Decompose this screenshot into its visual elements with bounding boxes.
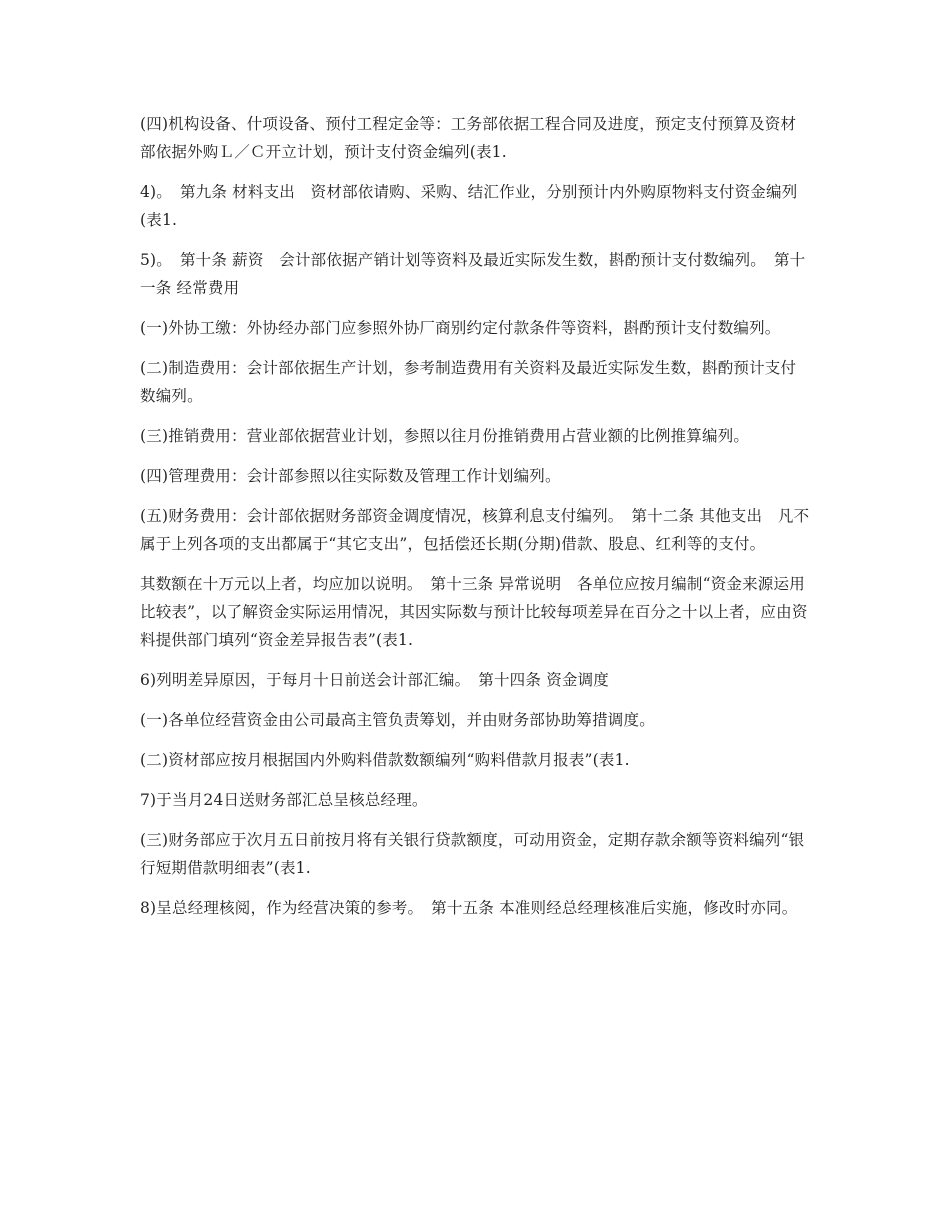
paragraph-1: (四)机构设备、什项设备、预付工程定金等：工务部依据工程合同及进度，预定支付预算及资材部依据外购Ｌ／Ｃ开立计划，预计支付资金编列(表1. [140, 115, 797, 161]
paragraph-13: 7)于当月24日送财务部汇总呈核总经理。 [140, 791, 428, 809]
paragraph-3: 5)。 第十条 薪资 会计部依据产销计划等资料及最近实际发生数，斟酌预计支付数编列。 第十一条 经常费用 [140, 251, 806, 297]
paragraph-12: (二)资材部应按月根据国内外购料借款数额编列“购料借款月报表”(表1. [140, 751, 630, 769]
document-page [140, 110, 810, 934]
paragraph-11: (一)各单位经营资金由公司最高主管负责筹划，并由财务部协助筹措调度。 [140, 711, 655, 729]
paragraph-6: (三)推销费用：营业部依据营业计划，参照以往月份推销费用占营业额的比例推算编列。 [140, 427, 750, 445]
paragraph-9: 其数额在十万元以上者，均应加以说明。 第十三条 异常说明 各单位应按月编制“资金来源运用比较表”，以了解资金实际运用情况，其因实际数与预计比较每项差异在百分之十以上者，应由资料提供部门填列“资金差异报告表”(表1. [140, 575, 808, 649]
paragraph-10: 6)列明差异原因，于每月十日前送会计部汇编。 第十四条 资金调度 [140, 671, 609, 689]
paragraph-2: 4)。 第九条 材料支出 资材部依请购、采购、结汇作业，分别预计内外购原物料支付资金编列(表1. [140, 183, 798, 229]
paragraph-14: (三)财务部应于次月五日前按月将有关银行贷款额度，可动用资金，定期存款余额等资料编列“银行短期借款明细表”(表1. [140, 831, 805, 877]
paragraph-7: (四)管理费用：会计部参照以往实际数及管理工作计划编列。 [140, 467, 561, 485]
paragraph-4: (一)外协工缴：外协经办部门应参照外协厂商别约定付款条件等资料，斟酌预计支付数编列。 [140, 319, 781, 337]
paragraph-8: (五)财务费用：会计部依据财务部资金调度情况，核算利息支付编列。 第十二条 其他支出 凡不属于上列各项的支出都属于“其它支出”，包括偿还长期(分期)借款、股息、红利等的支付。 [140, 507, 810, 553]
paragraph-15: 8)呈总经理核阅，作为经营决策的参考。 第十五条 本准则经总经理核准后实施，修改时亦同。 [140, 899, 798, 917]
paragraph-5: (二)制造费用：会计部依据生产计划，参考制造费用有关资料及最近实际发生数，斟酌预计支付数编列。 [140, 359, 797, 405]
